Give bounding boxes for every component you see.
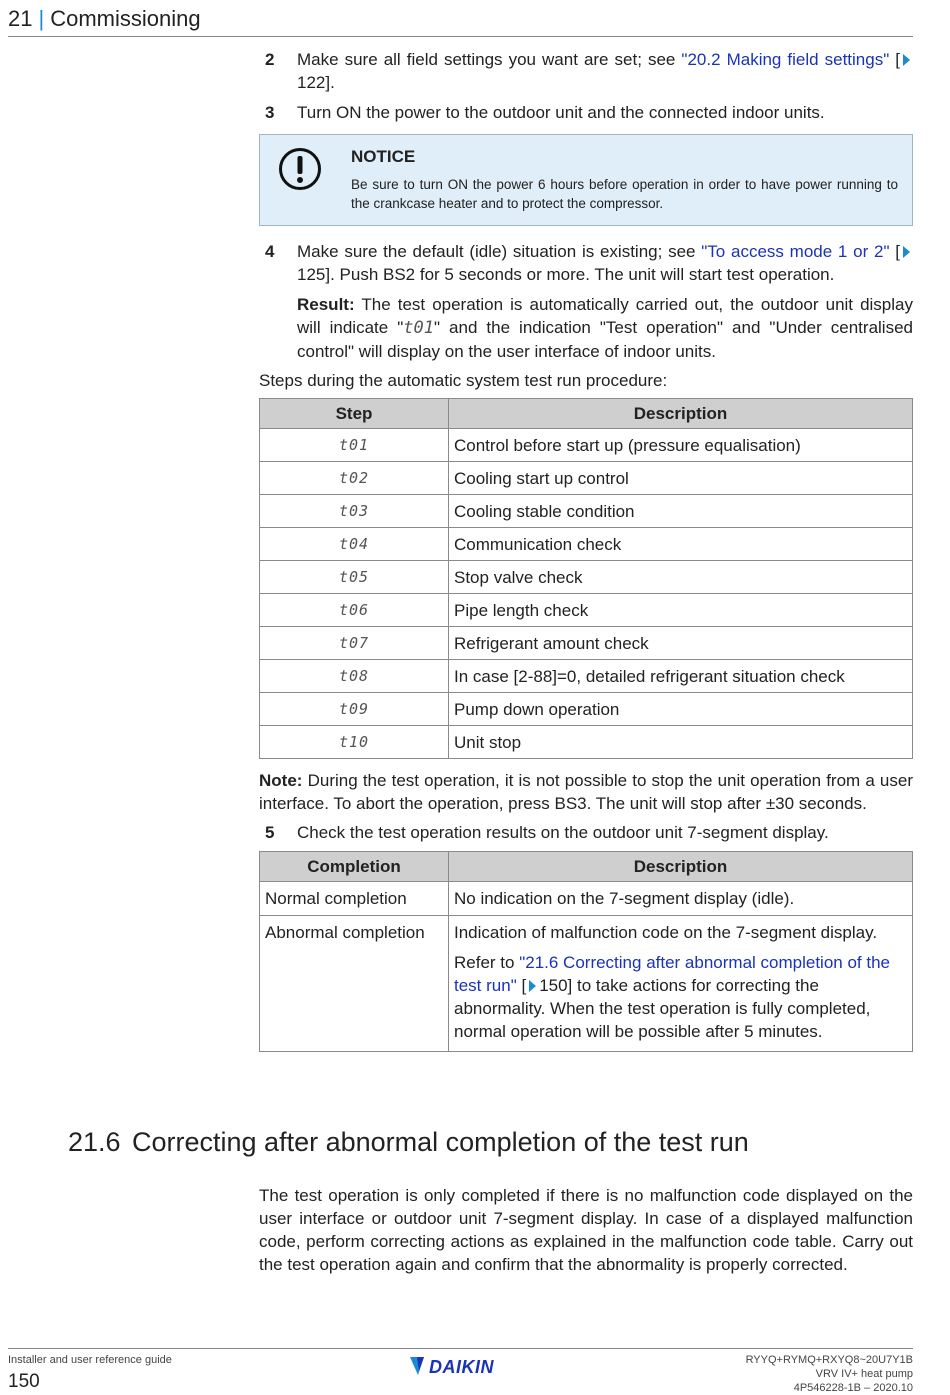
step-description: Stop valve check: [449, 561, 913, 594]
section-heading: [68, 1127, 749, 1158]
note-label: Note:: [259, 771, 303, 790]
step-number: 4: [265, 242, 275, 261]
page-ref: 125].: [297, 265, 335, 284]
table-row: [260, 495, 913, 528]
footer-doc-number: 4P546228-1B – 2020.10: [793, 1382, 913, 1394]
step-text: Check the test operation results on the outdoor unit 7-segment display.: [297, 823, 829, 842]
chapter-title: Commissioning: [50, 6, 201, 31]
section-paragraph: The test operation is only completed if there is no malfunction code displayed on the user interface or outdoor unit 7-segment display. In case of a displayed malfunction code, perform correcting actions as explained in the malfunction code table. Carry out the test operation again and confirm that the abnormality is properly corrected.: [259, 1186, 913, 1274]
step-code: t02: [260, 462, 449, 495]
page-footer: [8, 1348, 913, 1393]
footer-guide-title: Installer and user reference guide: [8, 1354, 172, 1366]
column-header-description: Description: [449, 852, 913, 882]
page-ref-arrow-icon: [529, 980, 536, 992]
table-row: [260, 528, 913, 561]
footer-doc-info: [746, 1353, 913, 1395]
footer-product: VRV IV+ heat pump: [815, 1368, 913, 1380]
step-description: Refrigerant amount check: [449, 627, 913, 660]
page-header: [8, 4, 913, 37]
table1-intro: Steps during the automatic system test run procedure:: [259, 371, 668, 390]
table-row: [260, 660, 913, 693]
step-description: Control before start up (pressure equalisation): [449, 429, 913, 462]
step-5: [259, 821, 913, 844]
table-row: [260, 916, 913, 1052]
note-paragraph: [259, 769, 913, 815]
header-separator: |: [38, 6, 45, 31]
step-description: Unit stop: [449, 726, 913, 759]
result-label: Result:: [297, 295, 355, 314]
step-code: t09: [260, 693, 449, 726]
step-code: t01: [260, 429, 449, 462]
step-code: t04: [260, 528, 449, 561]
completion-description: No indication on the 7-segment display (idle).: [449, 882, 913, 916]
abnormal-refer-text: Refer to "21.6 Correcting after abnormal completion of the test run" [ 150] to take actions for correcting the abnormality. When the test operation is fully completed, normal operation will be possible after 5 minutes.: [454, 953, 890, 1041]
step-description: Cooling stable condition: [449, 495, 913, 528]
table-header-row: [260, 852, 913, 882]
step-text: Make sure the default (idle) situation is existing; see: [297, 242, 702, 261]
link-access-mode[interactable]: "To access mode 1 or 2": [701, 242, 890, 261]
section-number: 21.6: [68, 1127, 121, 1157]
completion-table: [259, 851, 913, 1052]
result-text: The test operation is automatically carried out, the outdoor unit display will indicate ": [297, 295, 913, 337]
step-number: 3: [265, 103, 275, 122]
completion-type: Abnormal completion: [260, 916, 449, 1052]
logo-wordmark: DAIKIN: [429, 1357, 494, 1377]
display-code: t01: [403, 318, 434, 338]
result-text-cont: " and the indication "Test operation" and "Under centralised control" will display on the user interface of indoor units.: [297, 318, 913, 361]
daikin-logo: [408, 1354, 512, 1378]
notice-box: [259, 134, 913, 226]
completion-type: Normal completion: [260, 882, 449, 916]
table-row: [260, 561, 913, 594]
table-row: [260, 462, 913, 495]
chapter-number: 21: [8, 6, 33, 31]
note-text: During the test operation, it is not possible to stop the unit operation from a user interface. To abort the operation, press BS3. The unit will stop after ±30 seconds.: [259, 771, 913, 813]
page-ref-arrow-icon: [903, 54, 910, 66]
main-content: [259, 48, 913, 1052]
notice-text: Be sure to turn ON the power 6 hours before operation in order to have power running to the crankcase heater and to protect the compressor.: [351, 177, 898, 211]
refer-prefix: Refer to: [454, 953, 520, 972]
column-header-step: Step: [260, 399, 449, 429]
page-ref: 122].: [297, 73, 335, 92]
warning-exclamation-icon: [278, 147, 322, 191]
step-code: t07: [260, 627, 449, 660]
step-code: t06: [260, 594, 449, 627]
column-header-description: Description: [449, 399, 913, 429]
footer-model: RYYQ+RYMQ+RXYQ8~20U7Y1B: [745, 1354, 913, 1366]
step-description: Pump down operation: [449, 693, 913, 726]
step-description: Cooling start up control: [449, 462, 913, 495]
step-code: t05: [260, 561, 449, 594]
step-description: In case [2-88]=0, detailed refrigerant situation check: [449, 660, 913, 693]
page-ref-arrow-icon: [903, 246, 910, 258]
link-making-field-settings[interactable]: "20.2 Making field settings": [681, 50, 890, 69]
step-description: Communication check: [449, 528, 913, 561]
step-4: 4 Make sure the default (idle) situation is existing; see "To access mode 1 or 2" [125]. Push BS2 for 5 seconds or more. The unit will start test operation.: [259, 240, 913, 286]
section-title: Correcting after abnormal completion of the test run: [132, 1127, 749, 1157]
completion-description: [449, 916, 913, 1052]
result-paragraph: [259, 293, 913, 363]
step-text: Make sure all field settings you want are set; see: [297, 50, 682, 69]
step-2: 2 Make sure all field settings you want are set; see "20.2 Making field settings" [122].: [259, 48, 913, 94]
abnormal-indication-text: Indication of malfunction code on the 7-segment display.: [454, 923, 878, 942]
page-ref: 150]: [539, 976, 573, 995]
step-code: t10: [260, 726, 449, 759]
table-row: [260, 429, 913, 462]
step-code: t03: [260, 495, 449, 528]
step-number: 2: [265, 50, 275, 69]
page-number: 150: [8, 1371, 40, 1392]
table-row: [260, 726, 913, 759]
link-correcting-after-abnormal[interactable]: "21.6 Correcting after abnormal completion of the test run": [454, 953, 890, 995]
step-description: Pipe length check: [449, 594, 913, 627]
step-number: 5: [265, 823, 275, 842]
table-row: [260, 693, 913, 726]
table-row: [260, 594, 913, 627]
step-text-cont: Push BS2 for 5 seconds or more. The unit will start test operation.: [334, 265, 835, 284]
column-header-completion: Completion: [260, 852, 449, 882]
test-steps-table: [259, 398, 913, 759]
table-header-row: [260, 399, 913, 429]
step-3: [259, 101, 913, 124]
refer-text-cont: to take actions for correcting the abnormality. When the test operation is fully completed, normal operation will be possible after 5 minutes.: [454, 976, 871, 1041]
step-text: Turn ON the power to the outdoor unit and the connected indoor units.: [297, 103, 825, 122]
table-row: [260, 882, 913, 916]
table-row: [260, 627, 913, 660]
notice-title: NOTICE: [351, 147, 416, 166]
step-code: t08: [260, 660, 449, 693]
